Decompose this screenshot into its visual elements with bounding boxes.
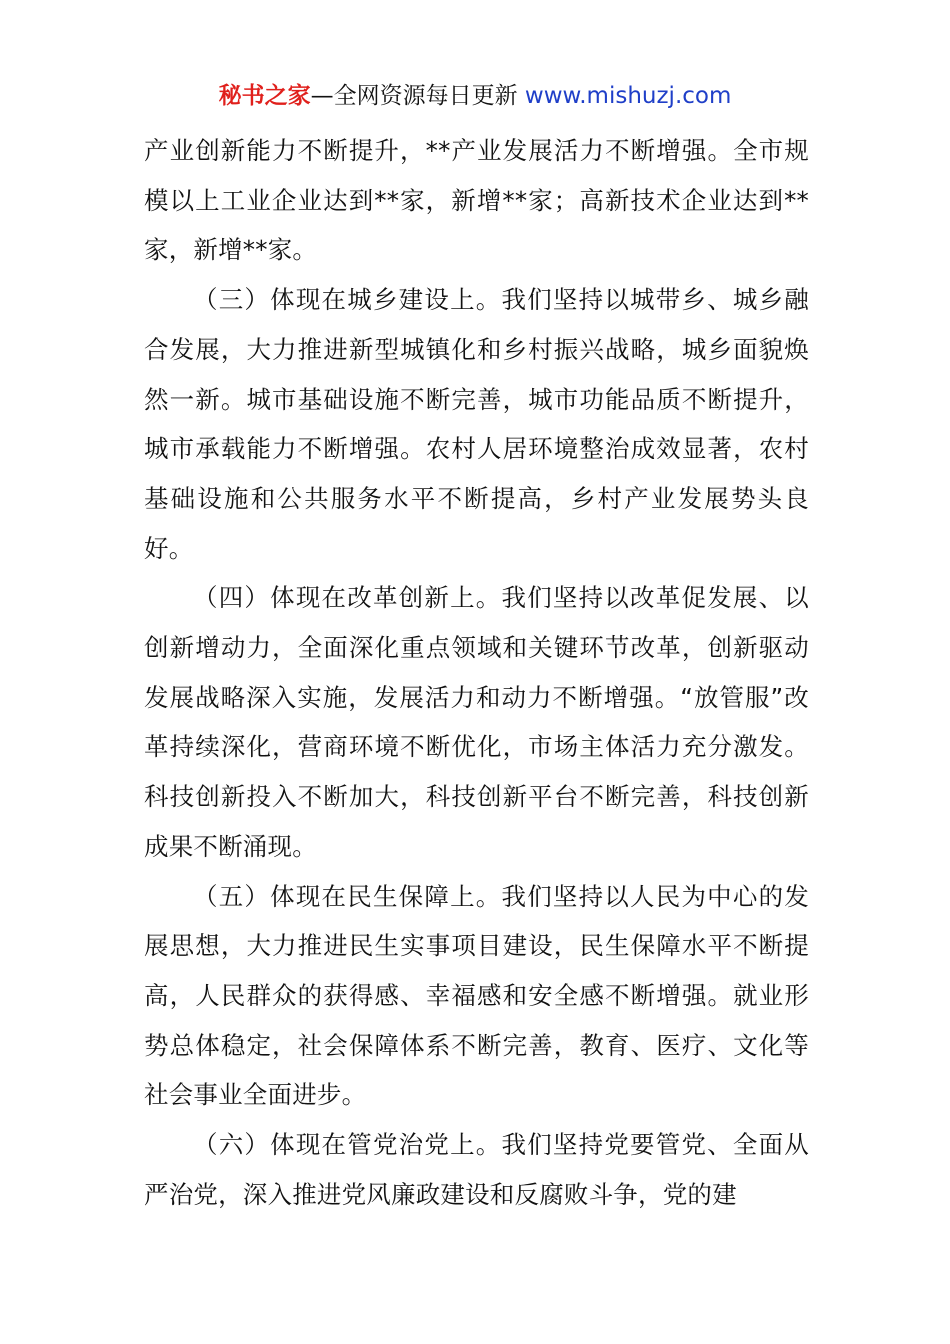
paragraph-2: （三）体现在城乡建设上。我们坚持以城带乡、城乡融合发展，大力推进新型城镇化和乡村振兴战略，城乡面貌焕然一新。城市基础设施不断完善，城市功能品质不断提升，城市承载能力不断增强。农村人居环境整治成效显著，农村基础设施和公共服务水平不断提高，乡村产业发展势头良好。 xyxy=(144,285,809,563)
site-tagline: —全网资源每日更新 xyxy=(310,83,525,109)
site-name: 秘书之家 xyxy=(218,83,311,109)
paragraph-3: （四）体现在改革创新上。我们坚持以改革促发展、以创新增动力，全面深化重点领域和关键环节改革，创新驱动发展战略深入实施，发展活力和动力不断增强。“放管服”改革持续深化，营商环境不断优化，市场主体活力充分激发。科技创新投入不断加大，科技创新平台不断完善，科技创新成果不断涌现。 xyxy=(144,583,809,861)
paragraph-5: （六）体现在管党治党上。我们坚持党要管党、全面从严治党，深入推进党风廉政建设和反腐败斗争，党的建 xyxy=(144,1130,809,1209)
paragraph-4: （五）体现在民生保障上。我们坚持以人民为中心的发展思想，大力推进民生实事项目建设，民生保障水平不断提高，人民群众的获得感、幸福感和安全感不断增强。就业形势总体稳定，社会保障体系不断完善，教育、医疗、文化等社会事业全面进步。 xyxy=(144,881,809,1110)
site-header xyxy=(0,80,950,112)
site-url-link[interactable]: www.mishuzj.com xyxy=(524,83,732,109)
document-body xyxy=(144,126,809,1219)
paragraph-1: 产业创新能力不断提升，**产业发展活力不断增强。全市规模以上工业企业达到**家，新增**家；高新技术企业达到**家，新增**家。 xyxy=(144,136,809,265)
